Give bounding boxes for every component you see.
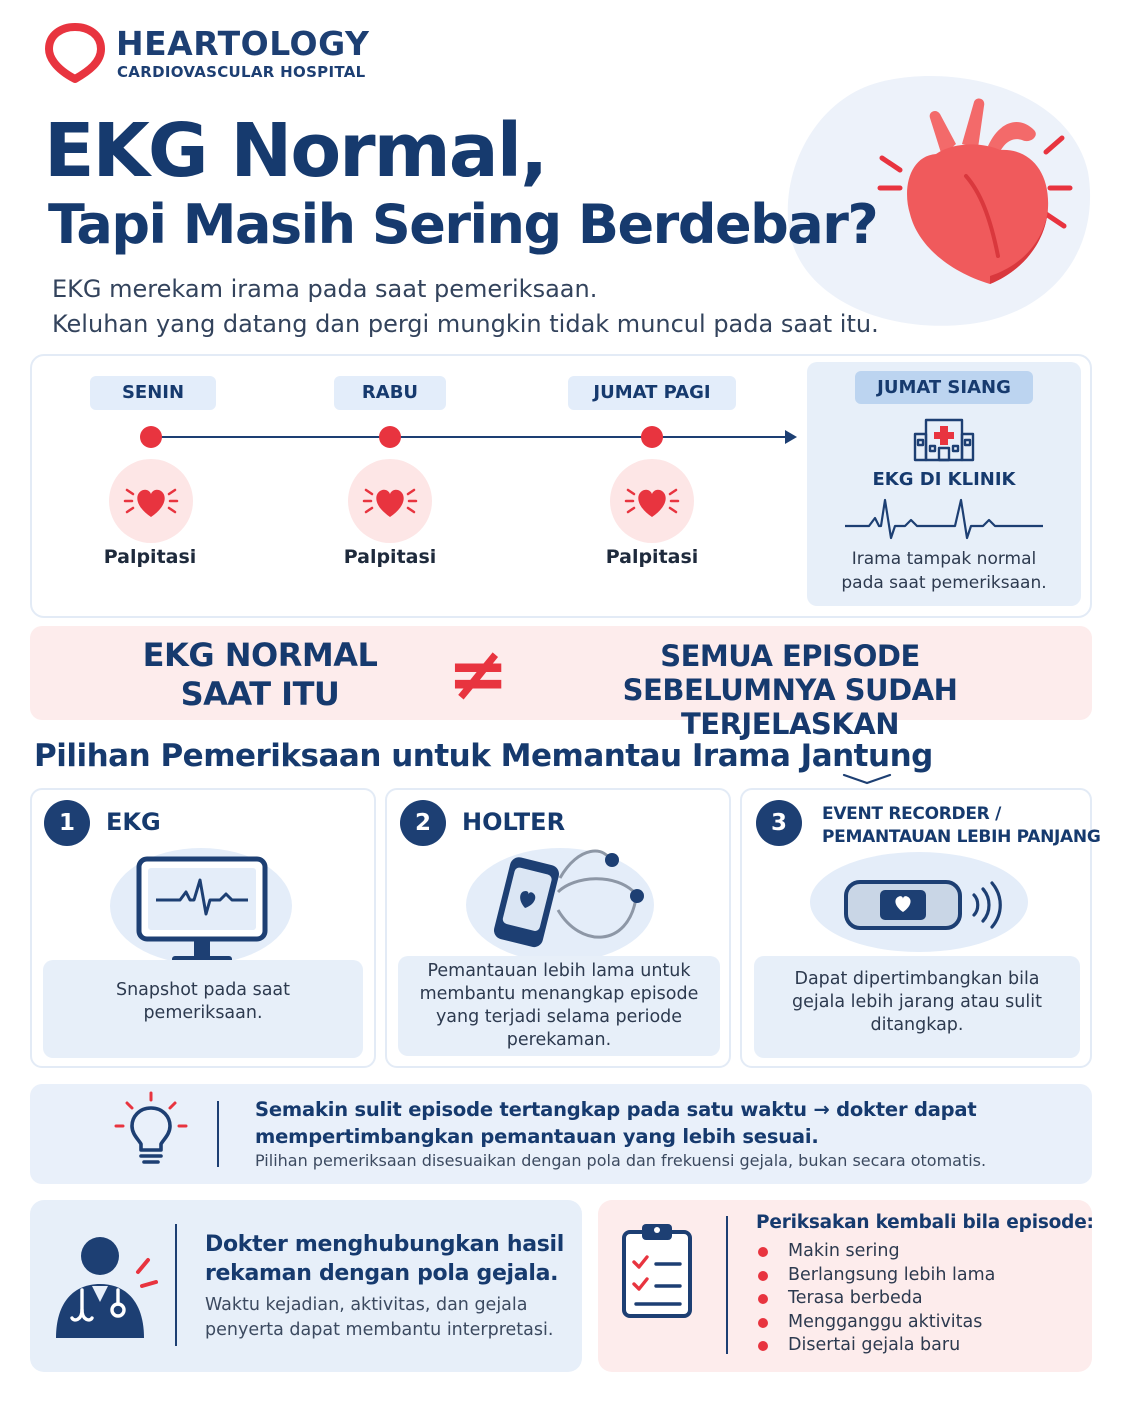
comparison-left-line: SAAT ITU — [180, 675, 340, 713]
clinic-desc-line: pada saat pemeriksaan. — [841, 573, 1047, 593]
option-title: EKG — [106, 808, 161, 836]
tip-main-line: mempertimbangkan pemantauan yang lebih sesuai. — [255, 1125, 819, 1148]
options-section-title: Pilihan Pemeriksaan untuk Memantau Irama Jantung — [34, 738, 933, 774]
timeline-arrow — [785, 430, 797, 444]
tip-sub-text: Pilihan pemeriksaan disesuaikan dengan pola dan frekuensi gejala, bukan secara otomatis. — [255, 1151, 987, 1170]
palpitation-icon — [348, 459, 432, 543]
option-desc-line: membantu menangkap episode — [419, 984, 699, 1004]
clinic-description — [807, 547, 1081, 595]
timeline-line — [151, 436, 789, 438]
recheck-item-label: Disertai gejala baru — [788, 1335, 961, 1355]
recheck-item — [756, 1287, 995, 1311]
doctor-title — [205, 1230, 564, 1288]
patch-recorder-icon — [844, 874, 1010, 936]
recheck-list — [756, 1240, 995, 1358]
recheck-item-label: Berlangsung lebih lama — [788, 1264, 996, 1285]
bullet-dot — [758, 1271, 768, 1281]
recheck-item-label: Makin sering — [788, 1241, 900, 1261]
timeline-event-label: Palpitasi — [343, 546, 437, 568]
doctor-icon — [52, 1232, 162, 1342]
recheck-title: Periksakan kembali bila episode: — [756, 1212, 1094, 1233]
chevron-down-icon — [842, 772, 892, 786]
option-number: 3 — [756, 800, 802, 846]
comparison-left — [100, 636, 420, 714]
option-title: HOLTER — [462, 808, 566, 836]
timeline-day-tag: JUMAT PAGI — [568, 376, 736, 410]
bullet-dot — [758, 1341, 768, 1351]
not-equal-sign: ≠ — [446, 631, 509, 717]
lightbulb-icon — [112, 1090, 190, 1170]
divider — [726, 1216, 728, 1354]
timeline-event-label: Palpitasi — [605, 546, 699, 568]
option-number: 1 — [44, 800, 90, 846]
bullet-dot — [758, 1318, 768, 1328]
page-subtitle: Tapi Masih Sering Berdebar? — [48, 193, 878, 256]
timeline-day-tag: RABU — [334, 376, 446, 410]
option-desc-line: yang terjadi selama periode — [435, 1007, 683, 1027]
timeline-dot — [140, 426, 162, 448]
option-title — [822, 803, 1101, 849]
recheck-item — [756, 1264, 995, 1288]
heartology-logo — [44, 22, 106, 84]
option-description — [754, 968, 1080, 1037]
intro-line: Keluhan yang datang dan pergi mungkin tidak muncul pada saat itu. — [52, 310, 879, 338]
option-desc-line: ditangkap. — [870, 1015, 964, 1035]
ecg-waveform-icon — [843, 496, 1045, 540]
timeline-day-tag: SENIN — [90, 376, 216, 410]
anatomical-heart-icon — [870, 96, 1080, 296]
page-title: EKG Normal, — [44, 108, 547, 194]
recheck-item-label: Terasa berbeda — [788, 1288, 923, 1308]
clinic-day-tag: JUMAT SIANG — [855, 371, 1033, 404]
bullet-dot — [758, 1294, 768, 1304]
bullet-dot — [758, 1247, 768, 1257]
hospital-icon — [912, 412, 976, 462]
doctor-desc-line: Waktu kejadian, aktivitas, dan gejala — [205, 1295, 528, 1315]
doctor-desc-line: penyerta dapat membantu interpretasi. — [205, 1320, 554, 1340]
option-desc-line: gejala lebih jarang atau sulit — [792, 992, 1042, 1012]
timeline-event-label: Palpitasi — [103, 546, 197, 568]
doctor-title-line: rekaman dengan pola gejala. — [205, 1261, 559, 1286]
palpitation-icon — [610, 459, 694, 543]
option-desc-line: perekaman. — [506, 1030, 612, 1050]
intro-line: EKG merekam irama pada saat pemeriksaan. — [52, 275, 598, 303]
palpitation-icon — [109, 459, 193, 543]
recheck-item-label: Mengganggu aktivitas — [788, 1311, 983, 1332]
option-title-line: PEMANTAUAN LEBIH PANJANG — [822, 827, 1101, 847]
recheck-item — [756, 1311, 995, 1335]
option-desc-line: pemeriksaan. — [143, 1003, 263, 1023]
doctor-description — [205, 1293, 553, 1343]
intro-text — [52, 272, 879, 342]
clinic-title: EKG DI KLINIK — [872, 469, 1016, 490]
comparison-left-line: EKG NORMAL — [142, 636, 378, 674]
comparison-right — [530, 639, 1050, 741]
option-desc-line: Snapshot pada saat — [115, 980, 291, 1000]
divider — [217, 1101, 219, 1167]
option-description — [43, 979, 363, 1025]
recheck-item — [756, 1240, 995, 1264]
holter-device-icon — [488, 848, 658, 952]
ecg-monitor-icon — [136, 856, 268, 972]
brand-name: HEARTOLOGY — [116, 24, 370, 63]
option-description — [398, 960, 720, 1052]
option-number: 2 — [400, 800, 446, 846]
comparison-right-line: SEBELUMNYA SUDAH TERJELASKAN — [622, 673, 958, 741]
clipboard-checklist-icon — [618, 1220, 698, 1320]
option-title-line: EVENT RECORDER / — [822, 804, 1001, 824]
timeline-dot — [641, 426, 663, 448]
option-desc-line: Pemantauan lebih lama untuk — [427, 961, 691, 981]
divider — [175, 1224, 177, 1346]
tip-main-line: Semakin sulit episode tertangkap pada satu waktu → dokter dapat — [255, 1098, 977, 1121]
brand-subtitle: CARDIOVASCULAR HOSPITAL — [117, 63, 366, 81]
timeline-dot — [379, 426, 401, 448]
doctor-title-line: Dokter menghubungkan hasil — [205, 1232, 565, 1257]
comparison-right-line: SEMUA EPISODE — [660, 639, 920, 673]
clinic-desc-line: Irama tampak normal — [851, 549, 1037, 569]
tip-main-text — [255, 1096, 977, 1150]
option-desc-line: Dapat dipertimbangkan bila — [794, 969, 1040, 989]
recheck-item — [756, 1334, 995, 1358]
